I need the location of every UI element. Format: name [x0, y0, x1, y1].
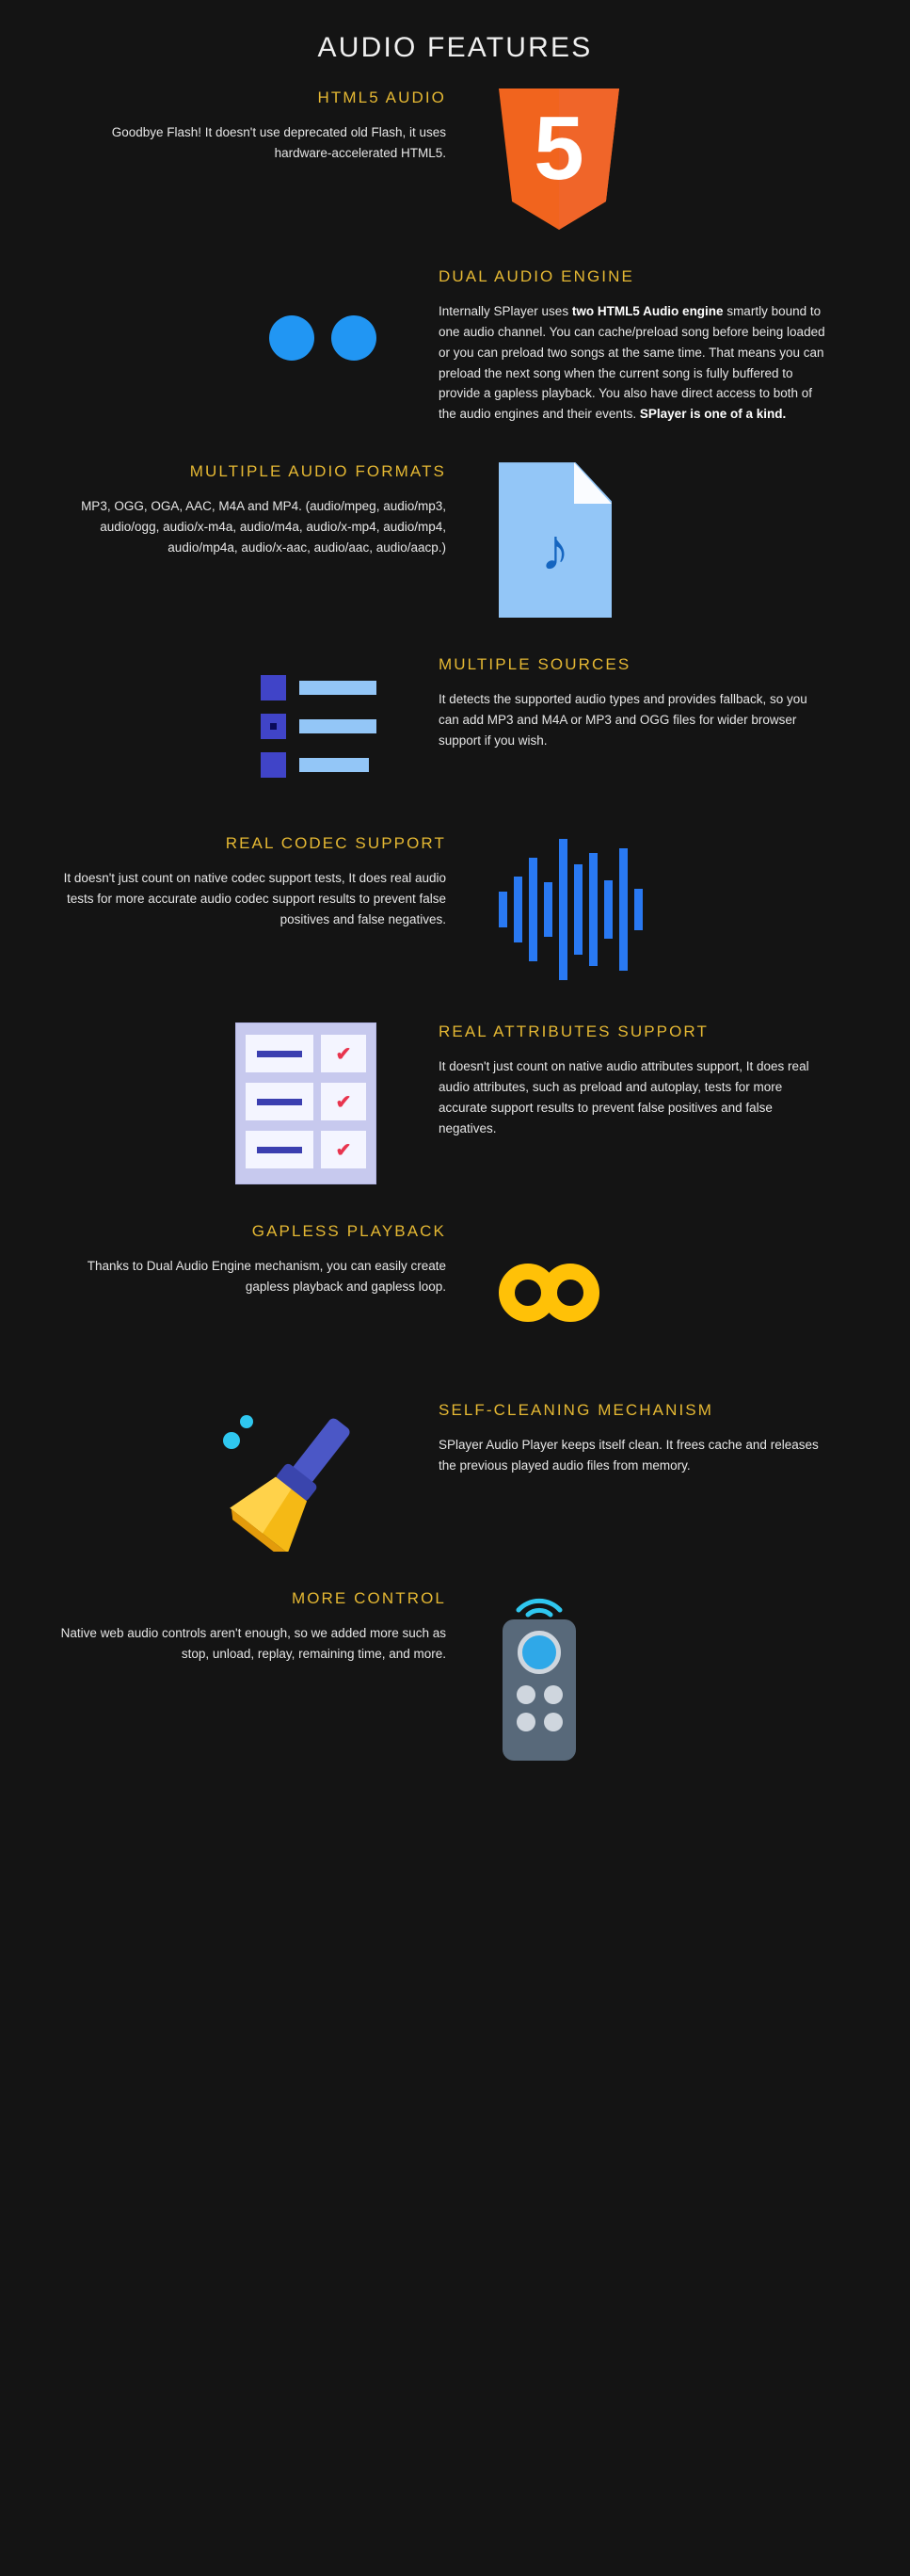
- feature-body: Native web audio controls aren't enough, so we added more such as stop, unload, replay, remaining time, and more.: [60, 1626, 446, 1662]
- feature-section-real-codec-support: [0, 834, 910, 985]
- feature-body: SPlayer Audio Player keeps itself clean. It frees cache and releases the previous played audio files from memory.: [439, 1438, 819, 1473]
- feature-text-block: [56, 834, 471, 930]
- feature-art: [471, 1222, 828, 1363]
- feature-art: [56, 267, 414, 409]
- feature-title: MULTIPLE SOURCES: [439, 655, 631, 674]
- feature-art: [471, 462, 828, 618]
- feature-text-block: [414, 1022, 828, 1138]
- remote-buttons: [517, 1685, 563, 1731]
- html5-shield-glyph: 5: [534, 98, 584, 199]
- feature-art: [56, 655, 414, 797]
- source-list-icon: [261, 675, 376, 778]
- feature-title: MULTIPLE AUDIO FORMATS: [189, 462, 446, 481]
- feature-text-block: [414, 267, 828, 425]
- feature-title: SELF-CLEANING MECHANISM: [439, 1401, 714, 1420]
- feature-section-gapless-playback: [0, 1222, 910, 1363]
- feature-section-multiple-sources: [0, 655, 910, 797]
- feature-text-block: [56, 89, 471, 164]
- feature-text-block: [56, 462, 471, 558]
- feature-art: [471, 1589, 828, 1761]
- feature-text-block: [414, 655, 828, 751]
- waveform-icon: [499, 834, 643, 985]
- music-file-icon: [499, 462, 612, 618]
- feature-section-more-control: [0, 1589, 910, 1761]
- page-title: AUDIO FEATURES: [317, 32, 593, 63]
- feature-body: It doesn't just count on native audio attributes support, It does real audio attributes, such as preload and autoplay, tests for more accurate support results to prevent false positives and false negatives.: [439, 1059, 809, 1135]
- feature-art: [56, 1022, 414, 1184]
- check-icon: ✔: [321, 1035, 366, 1072]
- broom-icon: [207, 1401, 376, 1552]
- feature-body: MP3, OGG, OGA, AAC, M4A and MP4. (audio/mpeg, audio/mp3, audio/ogg, audio/x-m4a, audio/m4a, audio/x-mp4, audio/mp4, audio/mp4a, audio/x-aac, audio/aac, audio/aacp.): [81, 499, 446, 555]
- remote-control-icon: [499, 1589, 580, 1761]
- feature-title: REAL CODEC SUPPORT: [225, 834, 446, 853]
- feature-section-dual-audio-engine: [0, 267, 910, 425]
- feature-title: GAPLESS PLAYBACK: [251, 1222, 446, 1241]
- feature-body: Internally SPlayer uses two HTML5 Audio engine smartly bound to one audio channel. You can cache/preload song before being loaded or you can preload two songs at the same time. That means you can preload the next song when the current song is fully buffered to provide a gapless playback. You also have direct access to both of the audio engines and their events. SPlayer is one of a kind.: [439, 304, 825, 422]
- feature-section-self-cleaning-mechanism: [0, 1401, 910, 1552]
- feature-section-multiple-audio-formats: [0, 462, 910, 618]
- checklist-icon: [235, 1022, 376, 1184]
- feature-text-block: [56, 1589, 471, 1665]
- feature-art: [56, 1401, 414, 1552]
- infinity-icon: [499, 1264, 599, 1322]
- check-icon: ✔: [321, 1131, 366, 1168]
- feature-text-block: [414, 1401, 828, 1476]
- feature-title: DUAL AUDIO ENGINE: [439, 267, 634, 285]
- feature-body: Goodbye Flash! It doesn't use deprecated old Flash, it uses hardware-accelerated HTML5.: [111, 125, 446, 160]
- feature-art: [471, 834, 828, 985]
- feature-title: MORE CONTROL: [291, 1589, 446, 1608]
- feature-art: [471, 89, 828, 230]
- wifi-signal-icon: [513, 1589, 566, 1618]
- feature-section-html5-audio: [0, 89, 910, 230]
- feature-title: HTML5 AUDIO: [317, 89, 446, 106]
- feature-section-real-attributes-support: [0, 1022, 910, 1184]
- html5-shield-icon: [499, 89, 619, 230]
- feature-text-block: [56, 1222, 471, 1297]
- feature-body: It doesn't just count on native codec support tests, It does real audio tests for more accurate audio codec support results to prevent false positives and false negatives.: [63, 871, 446, 926]
- check-icon: ✔: [321, 1083, 366, 1120]
- feature-title: REAL ATTRIBUTES SUPPORT: [439, 1022, 709, 1041]
- music-note-glyph: ♪: [540, 518, 570, 584]
- two-circles-icon: [269, 315, 376, 361]
- remote-screen: [518, 1631, 561, 1674]
- feature-body: Thanks to Dual Audio Engine mechanism, you can easily create gapless playback and gapless loop.: [87, 1259, 446, 1295]
- feature-body: It detects the supported audio types and provides fallback, so you can add MP3 and M4A or MP3 and OGG files for wider browser support if you wish.: [439, 692, 807, 748]
